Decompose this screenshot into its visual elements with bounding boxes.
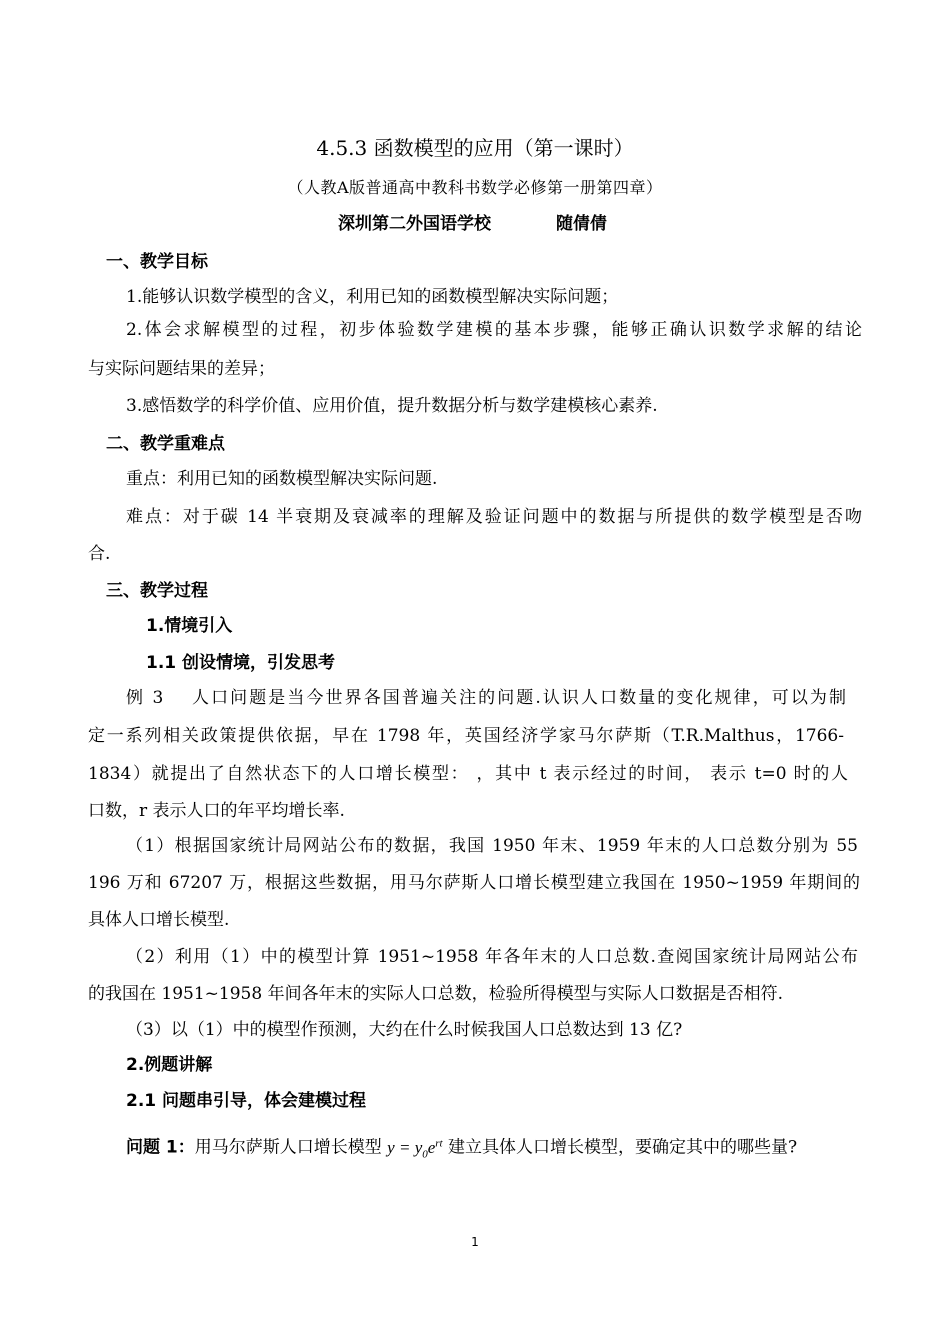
objective-item-continued: 与实际问题结果的差异；	[88, 359, 275, 379]
malthus-formula: $y = y_0e^{rt}$	[387, 1137, 443, 1161]
section-heading-process: 三、教学过程	[106, 581, 208, 601]
key-point-text: 重点：利用已知的函数模型解决实际问题.	[126, 469, 438, 489]
example-text-line: 定一系列相关政策提供依据，早在 1798 年，英国经济学家马尔萨斯（T.R.Malthus，1766-	[88, 726, 844, 746]
question-1-line: 具体人口增长模型.	[88, 910, 230, 930]
objective-item: 1.能够认识数学模型的含义，利用已知的函数模型解决实际问题；	[126, 287, 619, 307]
author-name: 随倩倩	[556, 214, 607, 234]
school-name: 深圳第二外国语学校	[338, 214, 491, 234]
subheading-intro: 1.情境引入	[146, 616, 233, 636]
example-text-line: 口数，r 表示人口的年平均增长率.	[88, 801, 345, 821]
problem-1-text-before: 用马尔萨斯人口增长模型	[194, 1137, 382, 1158]
subheading-problem-chain: 2.1 问题串引导，体会建模过程	[126, 1091, 367, 1111]
question-3-line: （3）以（1）中的模型作预测，大约在什么时候我国人口总数达到 13 亿?	[126, 1020, 683, 1040]
subheading-scenario: 1.1 创设情境，引发思考	[146, 653, 336, 673]
page-number: 1	[471, 1235, 479, 1249]
question-2-line: （2）利用（1）中的模型计算 1951~1958 年各年末的人口总数.查阅国家统计局网站公布	[126, 947, 858, 967]
problem-1-label: 问题 1：	[126, 1137, 195, 1158]
problem-1-text-after: 建立具体人口增长模型，要确定其中的哪些量?	[448, 1137, 798, 1158]
objective-item: 2.体会求解模型的过程，初步体验数学建模的基本步骤，能够正确认识数学求解的结论	[126, 320, 862, 340]
example-text-line: 1834）就提出了自然状态下的人口增长模型： ，其中 t 表示经过的时间， 表示 t=0 时的人	[88, 764, 848, 784]
problem-1-line	[126, 1131, 797, 1166]
question-1-line: （1）根据国家统计局网站公布的数据，我国 1950 年末、1959 年末的人口总数分别为 55	[126, 836, 858, 856]
difficult-point-continued: 合.	[88, 544, 111, 564]
doc-subtitle: （人教A版普通高中教科书数学必修第一册第四章）	[287, 178, 663, 197]
difficult-point-text: 难点：对于碳 14 半衰期及衰减率的理解及验证问题中的数据与所提供的数学模型是否吻	[126, 507, 862, 527]
question-1-line: 196 万和 67207 万，根据这些数据，用马尔萨斯人口增长模型建立我国在 1950~1959 年期间的	[88, 873, 860, 893]
doc-title: 4.5.3 函数模型的应用（第一课时）	[316, 136, 634, 160]
example-text-line: 例 3 人口问题是当今世界各国普遍关注的问题.认识人口数量的变化规律，可以为制	[126, 688, 846, 708]
question-2-line: 的我国在 1951~1958 年间各年末的实际人口总数，检验所得模型与实际人口数据是否相符.	[88, 984, 783, 1004]
subheading-examples: 2.例题讲解	[126, 1055, 213, 1075]
section-heading-key-points: 二、教学重难点	[106, 434, 225, 454]
objective-item: 3.感悟数学的科学价值、应用价值，提升数据分析与数学建模核心素养.	[126, 396, 658, 416]
section-heading-objectives: 一、教学目标	[106, 252, 208, 272]
